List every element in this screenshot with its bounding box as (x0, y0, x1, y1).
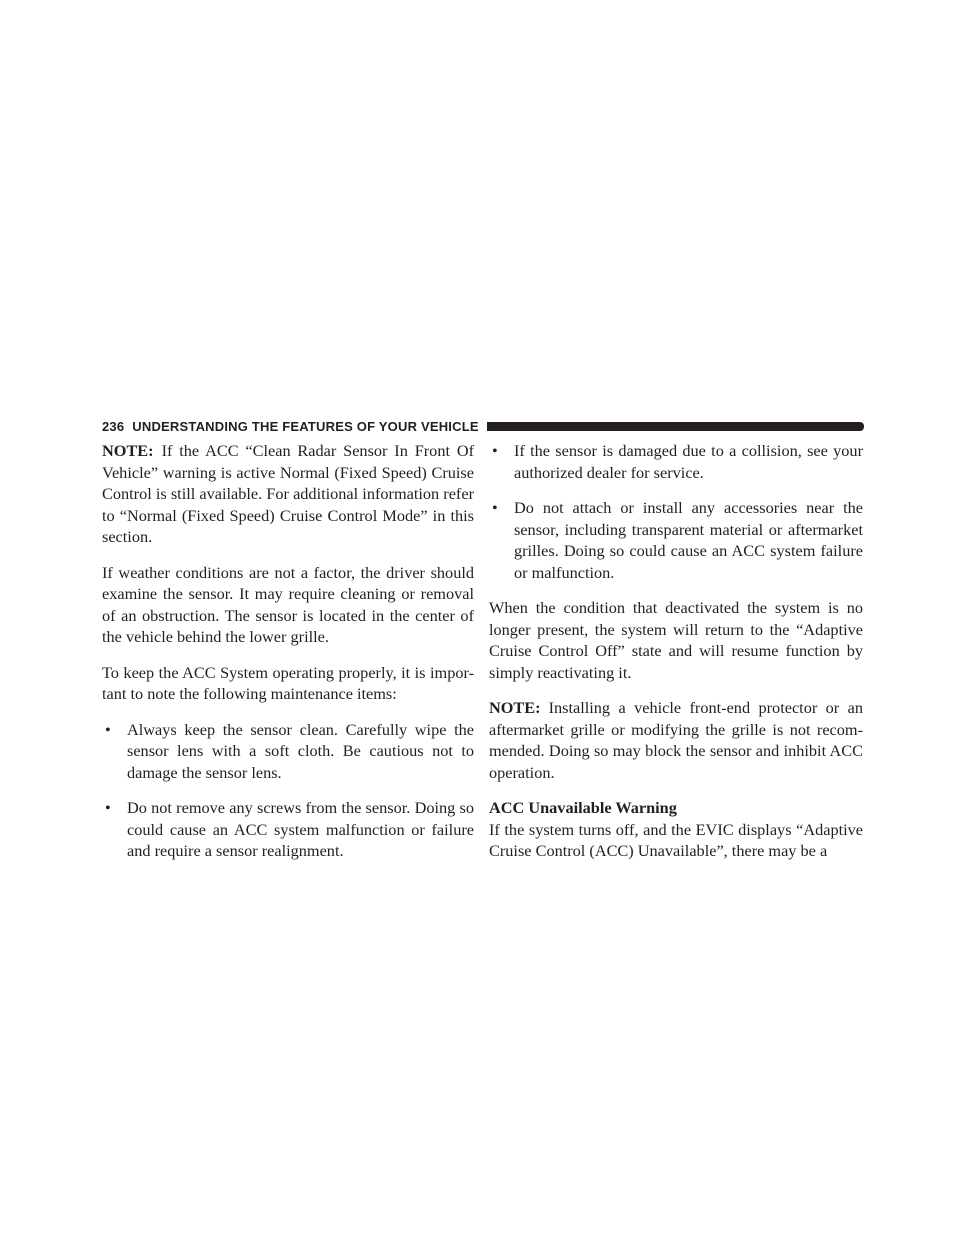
subheading: ACC Unavailable Warning (489, 798, 677, 817)
list-item (489, 440, 863, 483)
page-number: 236 (102, 418, 125, 434)
body-paragraph: To keep the ACC System operating properly, it is impor-tant to note the following maintenance items: (102, 662, 474, 703)
list-item-text: Do not remove any screws from the sensor. Doing so could cause an ACC system malfunction or failure and require a sensor realignment. (127, 798, 474, 860)
note-text: Installing a vehicle front-end protector or an aftermarket grille or modifying the grille is not recom-mended. Doing so may block the sensor and inhibit ACC operation. (489, 698, 863, 782)
list-item-text: If the sensor is damaged due to a collision, see your authorized dealer for service. (514, 441, 863, 482)
maintenance-list (102, 719, 474, 862)
note-label: NOTE: (102, 441, 154, 460)
list-item-text: Do not attach or install any accessories near the sensor, including transparent material or aftermarket grilles. Doing so could cause an ACC system failure or malfunction. (514, 498, 863, 582)
note-label: NOTE: (489, 698, 541, 717)
header-rule (487, 422, 864, 431)
section-title: UNDERSTANDING THE FEATURES OF YOUR VEHICLE (132, 418, 479, 434)
left-column (102, 440, 474, 876)
page-header (102, 418, 864, 434)
list-item (102, 719, 474, 784)
list-item-text: Always keep the sensor clean. Carefully wipe the sensor lens with a soft cloth. Be cautious not to damage the sensor lens. (127, 719, 474, 782)
body-paragraph: When the condition that deactivated the system is no longer present, the system will return to the “Adaptive Cruise Control Off” state and will resume function by simply reactivating it. (489, 598, 863, 682)
note-text: If the ACC “Clean Radar Sensor In Front Of Vehicle” warning is active Normal (Fixed Speed) Cruise Control is still available. For additional information refer to “Normal (Fixed Speed) Cruise Control Mode” in this section. (102, 441, 474, 546)
note-paragraph (489, 697, 863, 783)
maintenance-list-continued (489, 440, 863, 583)
list-item (489, 497, 863, 583)
right-column (489, 440, 863, 876)
list-item (102, 797, 474, 862)
note-paragraph (102, 440, 474, 548)
bullet-icon: • (105, 719, 111, 739)
body-paragraph: If weather conditions are not a factor, the driver should examine the sensor. It may require cleaning or removal of an obstruction. The sensor is located in the center of the vehicle behind the lower grille. (102, 562, 474, 646)
body-paragraph: If the system turns off, and the EVIC displays “Adaptive Cruise Control (ACC) Unavailable”, there may be a (489, 819, 863, 860)
bullet-icon: • (105, 798, 111, 817)
bullet-icon: • (492, 441, 498, 460)
bullet-icon: • (492, 498, 498, 517)
